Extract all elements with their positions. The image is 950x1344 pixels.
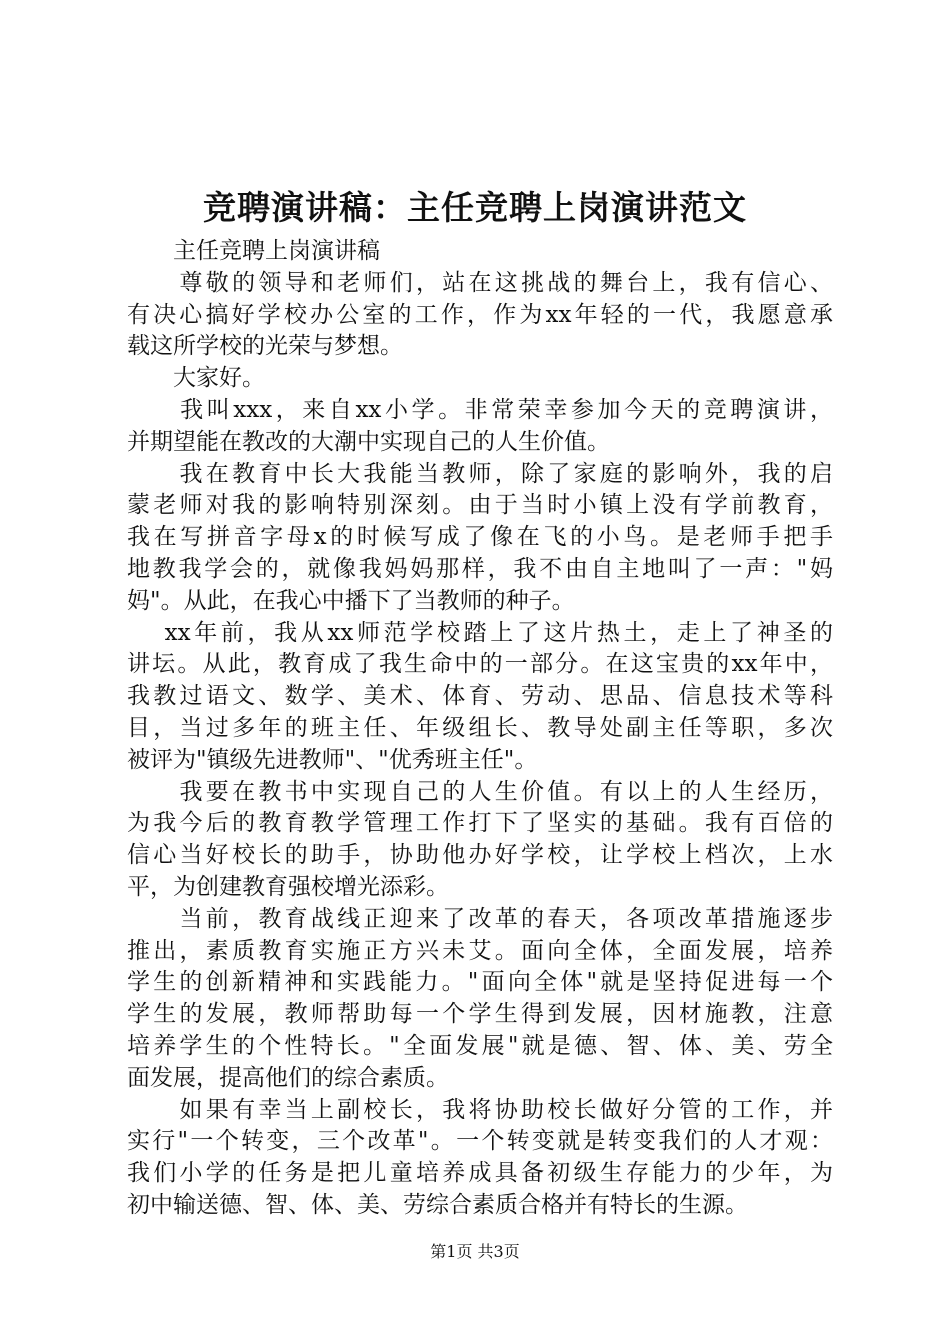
text-line: 大家好。	[127, 365, 265, 392]
text-line: 我教过语文、数学、美术、体育、劳动、思品、信息技术等科	[127, 683, 833, 710]
text-line: 平，为创建教育强校增光添彩。	[127, 873, 449, 900]
text-line: 蒙老师对我的影响特别深刻。由于当时小镇上没有学前教育，	[127, 492, 833, 519]
text-line: 学生的发展，教师帮助每一个学生得到发展，因材施教，注意	[127, 1001, 833, 1028]
text-line: 主任竞聘上岗演讲稿	[127, 238, 380, 264]
page-footer: 第1页 共3页	[430, 1242, 520, 1261]
text-line: 培养学生的个性特长。"全面发展"就是德、智、体、美、劳全	[127, 1032, 833, 1059]
text-line: 目，当过多年的班主任、年级组长、教导处副主任等职，多次	[127, 714, 833, 741]
text-line: 学生的创新精神和实践能力。"面向全体"就是坚持促进每一个	[127, 969, 833, 996]
text-line: 信心当好校长的助手，协助他办好学校，让学校上档次，上水	[127, 842, 833, 869]
text-line: 有决心搞好学校办公室的工作，作为xx年轻的一代，我愿意承	[127, 301, 833, 328]
document-body	[127, 236, 833, 1222]
document-title: 竞聘演讲稿：主任竞聘上岗演讲范文	[203, 188, 747, 227]
text-line: 当前，教育战线正迎来了改革的春天，各项改革措施逐步	[127, 905, 833, 932]
text-line: 实行"一个转变，三个改革"。一个转变就是转变我们的人才观：	[127, 1128, 833, 1155]
text-line: 我们小学的任务是把儿童培养成具备初级生存能力的少年，为	[127, 1160, 833, 1187]
text-line: 如果有幸当上副校长，我将协助校长做好分管的工作，并	[127, 1096, 833, 1123]
text-line: 为我今后的教育教学管理工作打下了坚实的基础。我有百倍的	[127, 810, 833, 837]
text-line: 讲坛。从此，教育成了我生命中的一部分。在这宝贵的xx年中，	[127, 651, 833, 678]
text-line: 尊敬的领导和老师们，站在这挑战的舞台上，我有信心、	[127, 269, 833, 296]
text-line: 初中输送德、智、体、美、劳综合素质合格并有特长的生源。	[127, 1191, 748, 1218]
text-line: 推出，素质教育实施正方兴未艾。面向全体，全面发展，培养	[127, 937, 833, 964]
text-line: xx年前，我从xx师范学校踏上了这片热土，走上了神圣的	[127, 619, 833, 646]
text-line: 我叫xxx，来自xx小学。非常荣幸参加今天的竞聘演讲，	[127, 396, 833, 423]
text-line: 妈"。从此，在我心中播下了当教师的种子。	[127, 587, 575, 614]
text-line: 我在写拼音字母x的时候写成了像在飞的小鸟。是老师手把手	[127, 524, 833, 551]
text-line: 地教我学会的，就像我妈妈那样，我不由自主地叫了一声："妈	[127, 555, 833, 582]
text-line: 被评为"镇级先进教师"、"优秀班主任"。	[127, 746, 538, 773]
text-line: 载这所学校的光荣与梦想。	[127, 333, 403, 360]
text-line: 我要在教书中实现自己的人生价值。有以上的人生经历，	[127, 778, 833, 805]
text-line: 面发展，提高他们的综合素质。	[127, 1064, 449, 1091]
text-line: 并期望能在教改的大潮中实现自己的人生价值。	[127, 428, 610, 455]
text-line: 我在教育中长大我能当教师，除了家庭的影响外，我的启	[127, 460, 833, 487]
